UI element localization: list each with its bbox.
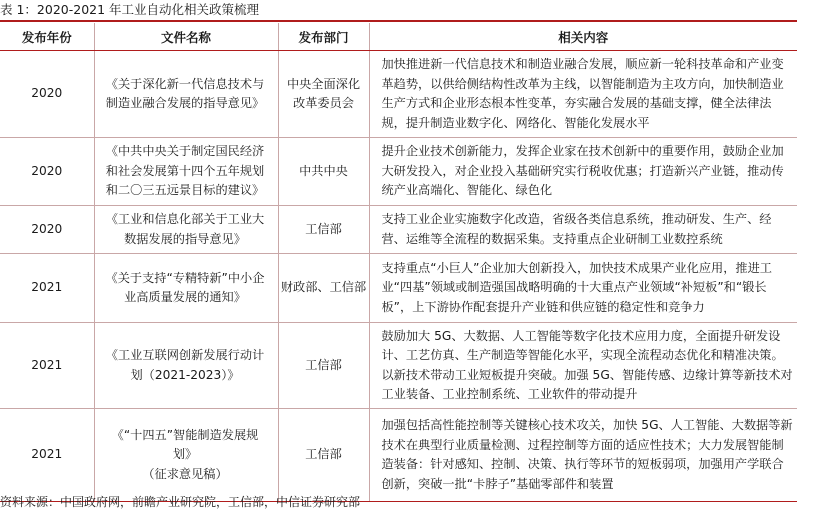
- table-row: [0, 206, 797, 254]
- cell-doc: 《中共中央关于制定国民经济 和社会发展第十四个五年规划 和二〇三五远景目标的建议》: [94, 138, 278, 206]
- cell-year: 2020: [0, 138, 94, 206]
- cell-dept: 工信部: [278, 206, 369, 254]
- cell-doc: 《关于支持“专精特新”中小企 业高质量发展的通知》: [94, 254, 278, 323]
- cell-doc: 《工业和信息化部关于工业大 数据发展的指导意见》: [94, 206, 278, 254]
- policy-table: [0, 23, 797, 502]
- table-row: [0, 51, 797, 138]
- cell-dept: 工信部: [278, 409, 369, 502]
- cell-year: 2020: [0, 51, 94, 138]
- cell-doc: 《“十四五”智能制造发展规划》 （征求意见稿）: [94, 409, 278, 502]
- cell-year: 2021: [0, 409, 94, 502]
- header-content: 相关内容: [369, 23, 797, 51]
- table-row: [0, 409, 797, 502]
- cell-dept: 中央全面深化 改革委员会: [278, 51, 369, 138]
- cell-content: 支持工业企业实施数字化改造，省级各类信息系统，推动研发、生产、经营、运维等全流程的数据采集。支持重点企业研制工业数控系统: [369, 206, 797, 254]
- cell-year: 2021: [0, 254, 94, 323]
- cell-year: 2020: [0, 206, 94, 254]
- header-year: 发布年份: [0, 23, 94, 51]
- table-header-row: [0, 23, 797, 51]
- source-note: 资料来源：中国政府网，前瞻产业研究院，工信部，中信证券研究部: [0, 495, 361, 509]
- cell-content: 加快推进新一代信息技术和制造业融合发展，顺应新一轮科技革命和产业变革趋势，以供给侧结构性改革为主线，以智能制造为主攻方向，加快制造业生产方式和企业形态根本性变革，夯实融合发展的基础支撑，健全法律法规，提升制造业数字化、网络化、智能化发展水平: [369, 51, 797, 138]
- table-caption: 表 1：2020-2021 年工业自动化相关政策梳理: [0, 2, 260, 17]
- cell-content: 提升企业技术创新能力，发挥企业家在技术创新中的重要作用，鼓励企业加大研发投入，对企业投入基础研究实行税收优惠；打造新兴产业链，推动传统产业高端化、智能化、绿色化: [369, 138, 797, 206]
- cell-doc: 《工业互联网创新发展行动计 划（2021-2023）》: [94, 323, 278, 409]
- cell-year: 2021: [0, 323, 94, 409]
- cell-content: 加强包括高性能控制等关键核心技术攻关，加快 5G、人工智能、大数据等新技术在典型行业质量检测、过程控制等方面的适应性技术；大力发展智能制造装备：针对感知、控制、决策、执行等环节的短板弱项，加强用产学联合创新，突破一批“卡脖子”基础零部件和装置: [369, 409, 797, 502]
- table-row: [0, 323, 797, 409]
- cell-doc: 《关于深化新一代信息技术与 制造业融合发展的指导意见》: [94, 51, 278, 138]
- cell-dept: 工信部: [278, 323, 369, 409]
- cell-dept: 财政部、工信部: [278, 254, 369, 323]
- cell-content: 鼓励加大 5G、大数据、人工智能等数字化技术应用力度，全面提升研发设计、工艺仿真、生产制造等智能化水平，实现全流程动态优化和精准决策。以新技术带动工业短板提升突破。加强 5G、智能传感、边缘计算等新技术对工业装备、工业控制系统、工业软件的带动提升: [369, 323, 797, 409]
- cell-dept: 中共中央: [278, 138, 369, 206]
- top-rule: [0, 20, 797, 22]
- table-row: [0, 138, 797, 206]
- table-row: [0, 254, 797, 323]
- header-dept: 发布部门: [278, 23, 369, 51]
- header-doc: 文件名称: [94, 23, 278, 51]
- cell-content: 支持重点“小巨人”企业加大创新投入，加快技术成果产业化应用，推进工业“四基”领域或制造强国战略明确的十大重点产业领域“补短板”和“锻长板”，上下游协作配套提升产业链和供应链的稳定性和竞争力: [369, 254, 797, 323]
